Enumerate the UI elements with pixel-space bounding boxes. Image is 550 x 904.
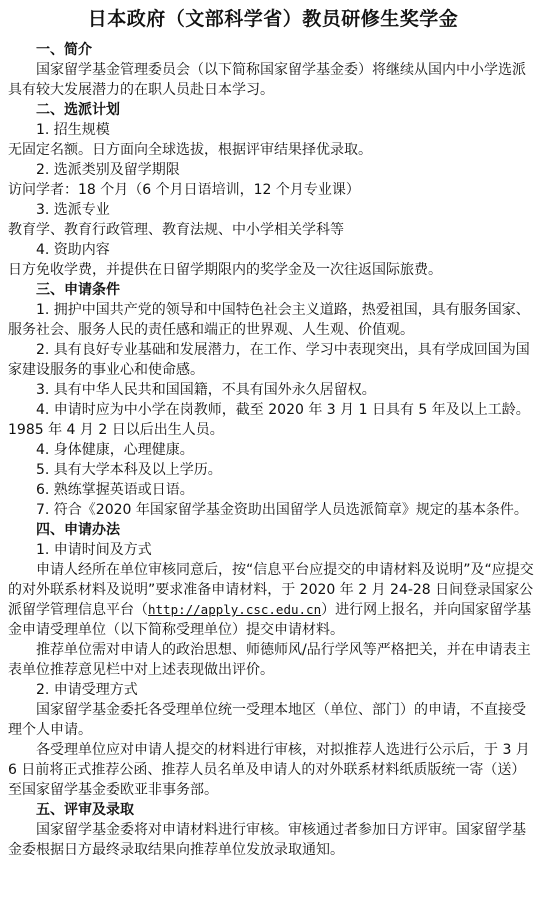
requirement-item: 5. 具有大学本科及以上学历。 bbox=[36, 462, 222, 478]
requirement-item: 1. 拥护中国共产党的领导和中国特色社会主义道路，热爱祖国，具有服务国家、服务社会、服务人民的责任感和端正的世界观、人生观、价值观。 bbox=[8, 302, 530, 338]
section-heading-review: 五、评审及录取 bbox=[36, 802, 134, 818]
requirement-item: 3. 具有中华人民共和国国籍，不具有国外永久居留权。 bbox=[36, 382, 376, 398]
plan-item-text: 教育学、教育行政管理、教育法规、中小学相关学科等 bbox=[8, 222, 344, 238]
plan-item-text: 无固定名额。日方面向全球选拔，根据评审结果择优录取。 bbox=[8, 142, 372, 158]
application-sub-label: 1. 申请时间及方式 bbox=[36, 542, 152, 558]
requirement-item: 6. 熟练掌握英语或日语。 bbox=[36, 482, 194, 498]
section-heading-intro: 一、简介 bbox=[36, 42, 92, 58]
section-heading-requirements: 三、申请条件 bbox=[36, 282, 120, 298]
plan-item-label: 2. 选派类别及留学期限 bbox=[36, 162, 180, 178]
intro-paragraph: 国家留学基金管理委员会（以下简称国家留学基金委）将继续从国内中小学选派具有较大发展潜力的在职人员赴日本学习。 bbox=[8, 62, 526, 98]
requirement-item: 2. 具有良好专业基础和发展潜力，在工作、学习中表现突出，具有学成回国为国家建设服务的事业心和使命感。 bbox=[8, 342, 530, 378]
application-sub-label: 2. 申请受理方式 bbox=[36, 682, 138, 698]
plan-item-text: 日方免收学费，并提供在日留学期限内的奖学金及一次往返国际旅费。 bbox=[8, 262, 442, 278]
section-heading-plan: 二、选派计划 bbox=[36, 102, 120, 118]
plan-item-text: 访问学者：18 个月（6 个月日语培训，12 个月专业课） bbox=[8, 182, 360, 198]
requirement-item: 7. 符合《2020 年国家留学基金资助出国留学人员选派简章》规定的基本条件。 bbox=[36, 502, 528, 518]
application-text: 申请人经所在单位审核同意后，按“信息平台应提交的申请材料及说明”及“应提交的对外联系材料及说明”要求准备申请材料，于 2020 年 2 月 24-28 日间登录国家公派留学管理信息平台（ bbox=[8, 562, 534, 618]
section-heading-application: 四、申请办法 bbox=[36, 522, 120, 538]
plan-item-label: 1. 招生规模 bbox=[36, 122, 110, 138]
apply-platform-link[interactable]: http://apply.csc.edu.cn bbox=[148, 602, 322, 617]
plan-item-label: 4. 资助内容 bbox=[36, 242, 110, 258]
plan-item-label: 3. 选派专业 bbox=[36, 202, 110, 218]
application-paragraph: 推荐单位需对申请人的政治思想、师德师风/品行学风等严格把关，并在申请表主表单位推荐意见栏中对上述表现做出评价。 bbox=[8, 642, 531, 678]
application-paragraph: 各受理单位应对申请人提交的材料进行审核，对拟推荐人选进行公示后，于 3 月 6 日前将正式推荐公函、推荐人员名单及申请人的对外联系材料纸质版统一寄（送）至国家留学基金委欧亚非事务部。 bbox=[8, 742, 530, 798]
application-paragraph bbox=[8, 560, 538, 640]
application-paragraph: 国家留学基金委托各受理单位统一受理本地区（单位、部门）的申请，不直接受理个人申请。 bbox=[8, 702, 526, 738]
application-text: ）进行网上报名，并向国家留学基金申请受理单位（以下简称受理单位）提交申请材料。 bbox=[8, 602, 532, 638]
page-title: 日本政府（文部科学省）教员研修生奖学金 bbox=[87, 8, 459, 30]
requirement-item: 4. 身体健康，心理健康。 bbox=[36, 442, 194, 458]
requirement-item: 4. 申请时应为中小学在岗教师，截至 2020 年 3 月 1 日具有 5 年及以上工龄。1985 年 4 月 2 日以后出生人员。 bbox=[8, 402, 530, 438]
review-paragraph: 国家留学基金委将对申请材料进行审核。审核通过者参加日方评审。国家留学基金委根据日方最终录取结果向推荐单位发放录取通知。 bbox=[8, 822, 526, 858]
